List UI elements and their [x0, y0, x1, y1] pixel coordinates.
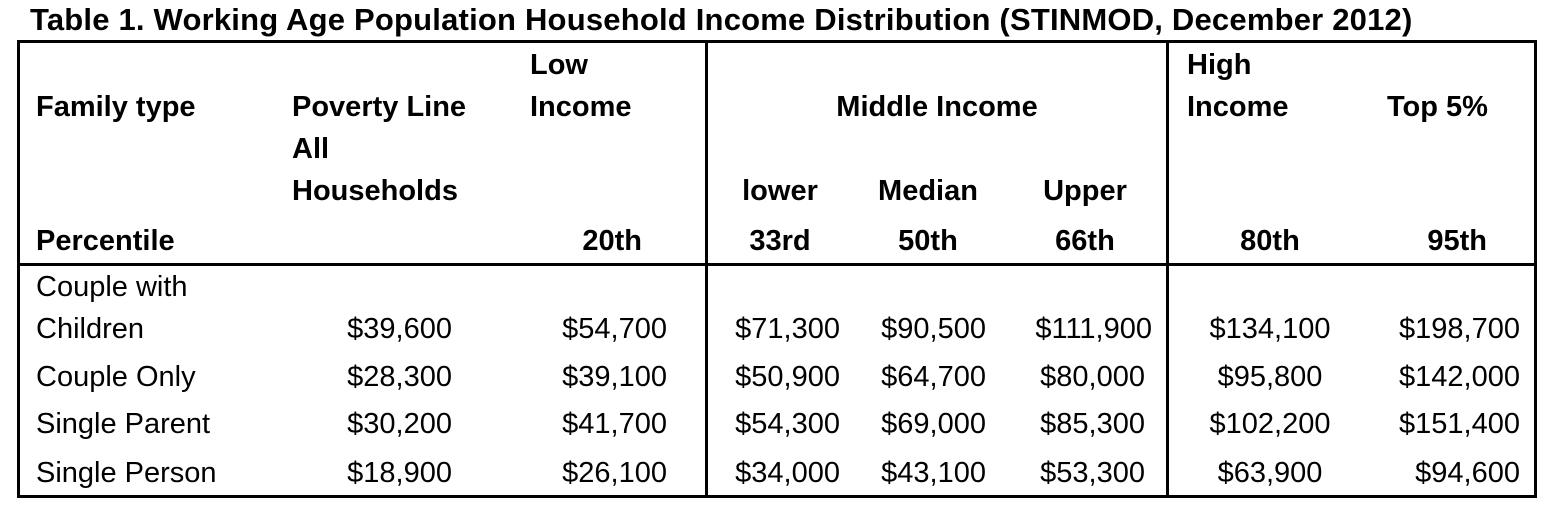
cell-lower: $54,300 — [735, 408, 840, 440]
header-low-income: Income — [530, 91, 632, 123]
header-high: High — [1187, 49, 1252, 81]
cell-low: $26,100 — [562, 457, 667, 489]
header-high-income: Income — [1187, 91, 1289, 123]
cell-high: $134,100 — [1209, 313, 1331, 345]
cell-high: $102,200 — [1209, 408, 1331, 440]
row-label: Couple Only — [36, 361, 196, 393]
percentile-lower: 33rd — [749, 225, 811, 257]
cell-top5: $142,000 — [1399, 361, 1520, 393]
header-top5: Top 5% — [1387, 91, 1488, 123]
cell-high: $63,900 — [1217, 457, 1323, 489]
header-lower: lower — [742, 175, 818, 207]
cell-upper: $53,300 — [1040, 457, 1145, 489]
row-label-line2: Children — [36, 313, 144, 345]
cell-upper: $85,300 — [1040, 408, 1145, 440]
cell-median: $64,700 — [881, 361, 986, 393]
cell-lower: $34,000 — [735, 457, 840, 489]
percentile-top5: 95th — [1427, 225, 1487, 257]
cell-poverty: $39,600 — [347, 313, 452, 345]
header-divider — [17, 263, 1537, 266]
cell-high: $95,800 — [1217, 361, 1323, 393]
cell-upper: $80,000 — [1040, 361, 1145, 393]
middle-income-right-divider — [1166, 40, 1169, 498]
cell-poverty: $18,900 — [347, 457, 452, 489]
header-low: Low — [530, 49, 588, 81]
cell-low: $41,700 — [562, 408, 667, 440]
header-middle-income: Middle Income — [836, 91, 1038, 123]
cell-median: $43,100 — [881, 457, 986, 489]
row-label-line1: Couple with — [36, 271, 188, 303]
cell-top5: $94,600 — [1415, 457, 1520, 489]
percentile-low: 20th — [582, 225, 642, 257]
percentile-median: 50th — [898, 225, 958, 257]
header-poverty-line: Poverty Line — [292, 91, 467, 123]
percentile-high: 80th — [1240, 225, 1300, 257]
row-label: Single Person — [36, 457, 217, 489]
row-label: Single Parent — [36, 408, 211, 440]
cell-top5: $198,700 — [1399, 313, 1520, 345]
cell-low: $54,700 — [562, 313, 667, 345]
cell-top5: $151,400 — [1399, 408, 1520, 440]
percentile-upper: 66th — [1055, 225, 1115, 257]
header-percentile: Percentile — [36, 225, 175, 257]
cell-median: $90,500 — [881, 313, 986, 345]
cell-low: $39,100 — [562, 361, 667, 393]
cell-upper: $111,900 — [1035, 313, 1152, 345]
table-title: Table 1. Working Age Population Household Income Distribution (STINMOD, December 2012) — [30, 2, 1413, 37]
cell-lower: $50,900 — [735, 361, 840, 393]
header-family-type: Family type — [36, 91, 196, 123]
cell-poverty: $30,200 — [347, 408, 452, 440]
header-upper: Upper — [1043, 175, 1127, 207]
header-median: Median — [878, 175, 978, 207]
header-all: All — [292, 133, 330, 165]
cell-lower: $71,300 — [735, 313, 840, 345]
header-households: Households — [292, 175, 458, 207]
cell-median: $69,000 — [881, 408, 986, 440]
cell-poverty: $28,300 — [347, 361, 452, 393]
